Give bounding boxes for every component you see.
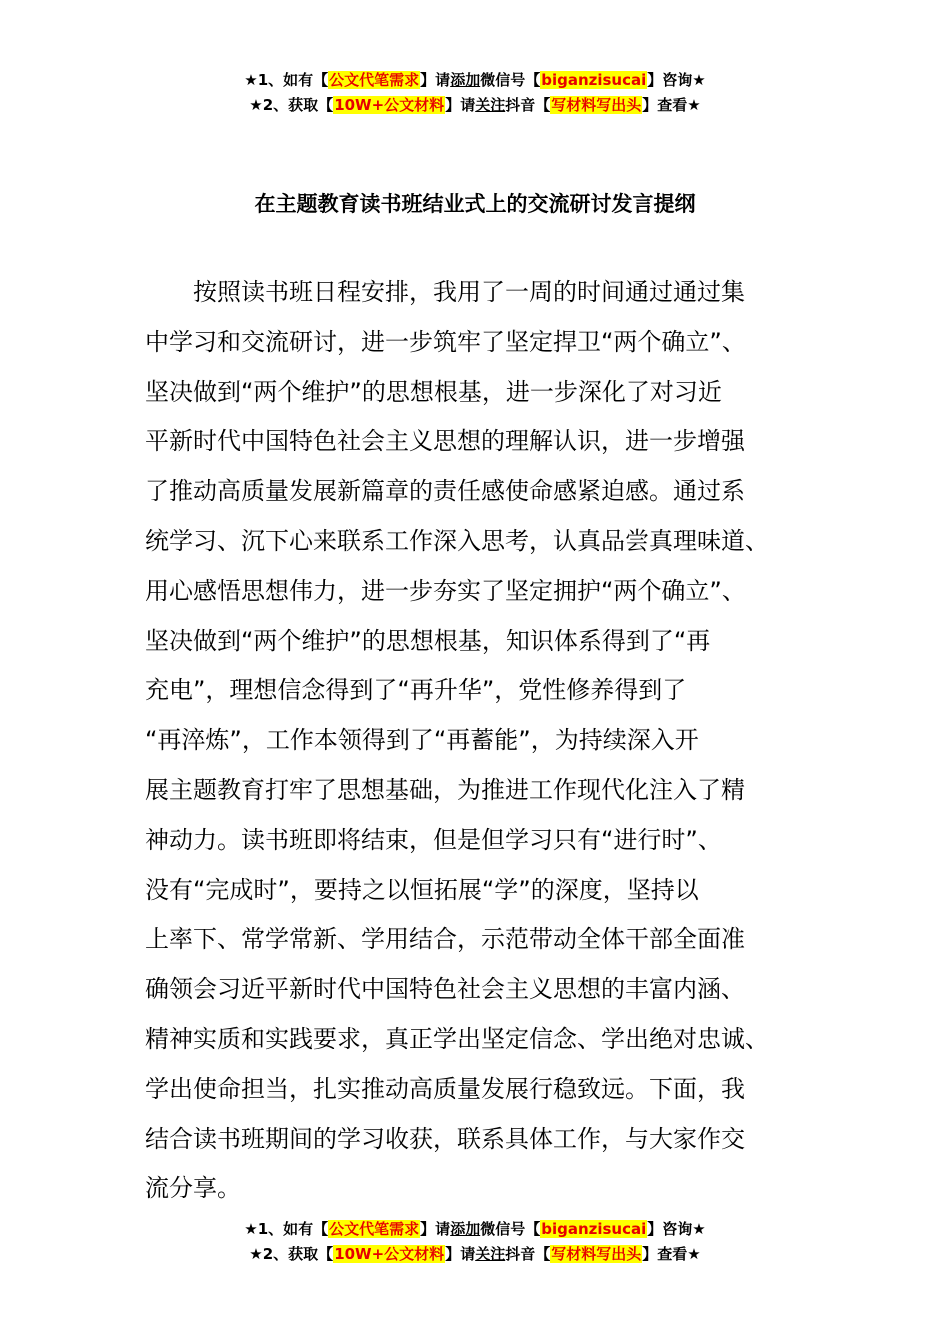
body-line: 精神实质和实践要求，真正学出坚定信念、学出绝对忠诚、 bbox=[145, 1024, 769, 1053]
body-line: 没有“完成时”，要持之以恒拓展“学”的深度，坚持以 bbox=[145, 875, 699, 904]
body-line: 展主题教育打牢了思想基础，为推进工作现代化注入了精 bbox=[145, 775, 745, 804]
body-line: 按照读书班日程安排，我用了一周的时间通过通过集 bbox=[145, 278, 745, 306]
body-line: 学出使命担当，扎实推动高质量发展行稳致远。下面，我 bbox=[145, 1074, 745, 1103]
header-banner bbox=[0, 68, 950, 118]
body-line: 结合读书班期间的学习收获，联系具体工作，与大家作交 bbox=[145, 1124, 745, 1153]
highlight-douyin: 写材料写出头 bbox=[551, 96, 642, 114]
body-paragraph bbox=[145, 268, 800, 1214]
highlight-service: 公文代笔需求 bbox=[329, 1220, 420, 1238]
body-line: 坚决做到“两个维护”的思想根基，知识体系得到了“再 bbox=[145, 626, 711, 655]
body-line: 确领会习近平新时代中国特色社会主义思想的丰富内涵、 bbox=[145, 975, 745, 1004]
footer-banner bbox=[0, 1217, 950, 1267]
body-line: 流分享。 bbox=[145, 1174, 241, 1203]
body-line: “再淬炼”，工作本领得到了“再蓄能”，为持续深入开 bbox=[145, 726, 699, 755]
body-line: 统学习、沉下心来联系工作深入思考，认真品尝真理味道、 bbox=[145, 526, 769, 555]
highlight-wechat-id: biganzisucai bbox=[541, 71, 647, 89]
highlight-douyin: 写材料写出头 bbox=[551, 1245, 642, 1263]
highlight-service: 公文代笔需求 bbox=[329, 71, 420, 89]
banner-line-1: ★1、如有【公文代笔需求】请添加微信号【biganzisucai】咨询★ bbox=[244, 71, 706, 89]
banner-line-2: ★2、获取【10W+公文材料】请关注抖音【写材料写出头】查看★ bbox=[249, 96, 701, 114]
highlight-wechat-id: biganzisucai bbox=[541, 1220, 647, 1238]
banner-line-1: ★1、如有【公文代笔需求】请添加微信号【biganzisucai】咨询★ bbox=[244, 1220, 706, 1238]
body-line: 中学习和交流研讨，进一步筑牢了坚定捍卫“两个确立”、 bbox=[145, 327, 746, 356]
body-line: 平新时代中国特色社会主义思想的理解认识，进一步增强 bbox=[145, 427, 745, 456]
body-line: 神动力。读书班即将结束，但是但学习只有“进行时”、 bbox=[145, 825, 722, 854]
body-line: 用心感悟思想伟力，进一步夯实了坚定拥护“两个确立”、 bbox=[145, 576, 746, 605]
body-line: 充电”，理想信念得到了“再升华”，党性修养得到了 bbox=[145, 676, 687, 705]
highlight-materials: 10W+公文材料 bbox=[334, 96, 445, 114]
body-line: 坚决做到“两个维护”的思想根基，进一步深化了对习近 bbox=[145, 377, 722, 406]
body-line: 了推动高质量发展新篇章的责任感使命感紧迫感。通过系 bbox=[145, 477, 745, 506]
banner-line-2: ★2、获取【10W+公文材料】请关注抖音【写材料写出头】查看★ bbox=[249, 1245, 701, 1263]
body-line: 上率下、常学常新、学用结合，示范带动全体干部全面准 bbox=[145, 925, 745, 954]
document-title: 在主题教育读书班结业式上的交流研讨发言提纲 bbox=[254, 192, 696, 216]
highlight-materials: 10W+公文材料 bbox=[334, 1245, 445, 1263]
